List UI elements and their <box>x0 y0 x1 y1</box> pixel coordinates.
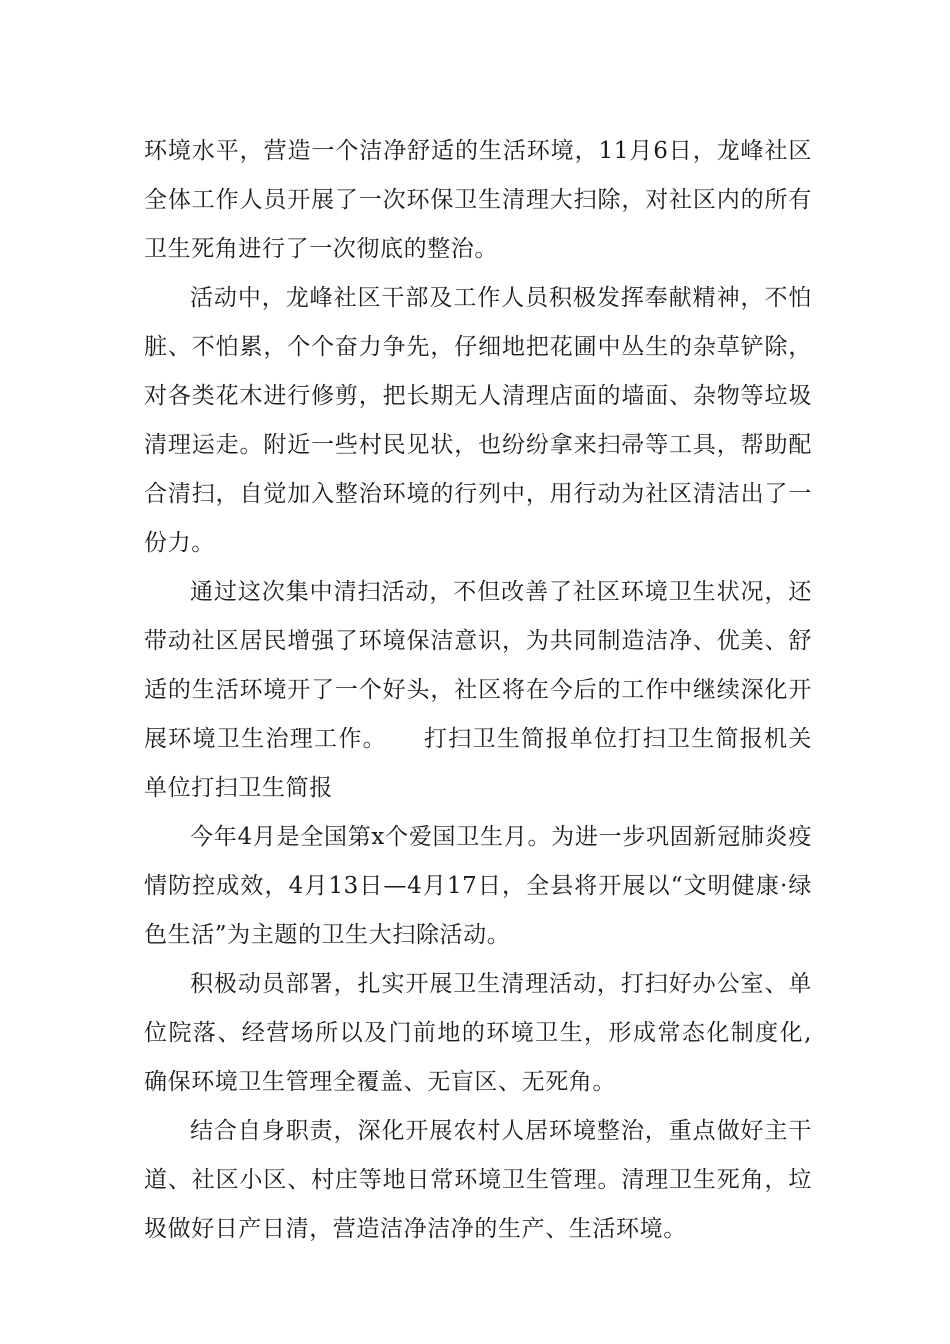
paragraph-6: 结合自身职责，深化开展农村人居环境整治，重点做好主干道、社区小区、村庄等地日常环境卫生管理。清理卫生死角，垃圾做好日产日清，营造洁净洁净的生产、生活环境。 <box>144 1118 812 1242</box>
paragraph-4: 今年4月是全国第x个爱国卫生月。为进一步巩固新冠肺炎疫情防控成效，4月13日—4月17日，全县将开展以“文明健康·绿色生活”为主题的卫生大扫除活动。 <box>144 824 812 948</box>
paragraph-2: 活动中，龙峰社区干部及工作人员积极发挥奉献精神，不怕脏、不怕累，个个奋力争先，仔细地把花圃中丛生的杂草铲除，对各类花木进行修剪，把长期无人清理店面的墙面、杂物等垃圾清理运走。附近一些村民见状，也纷纷拿来扫帚等工具，帮助配合清扫，自觉加入整治环境的行列中，用行动为社区清洁出了一份力。 <box>144 285 812 556</box>
paragraph-5: 积极动员部署，扎实开展卫生清理活动，打扫好办公室、单位院落、经营场所以及门前地的环境卫生，形成常态化制度化,确保环境卫生管理全覆盖、无盲区、无死角。 <box>144 971 812 1095</box>
document-body <box>144 127 812 1254</box>
paragraph-3: 通过这次集中清扫活动，不但改善了社区环境卫生状况，还带动社区居民增强了环境保洁意识，为共同制造洁净、优美、舒适的生活环境开了一个好头，社区将在今后的工作中继续深化开展环境卫生治理工作。 打扫卫生简报单位打扫卫生简报机关单位打扫卫生简报 <box>144 579 812 801</box>
paragraph-1: 环境水平，营造一个洁净舒适的生活环境，11月6日，龙峰社区全体工作人员开展了一次环保卫生清理大扫除，对社区内的所有卫生死角进行了一次彻底的整治。 <box>144 138 812 262</box>
